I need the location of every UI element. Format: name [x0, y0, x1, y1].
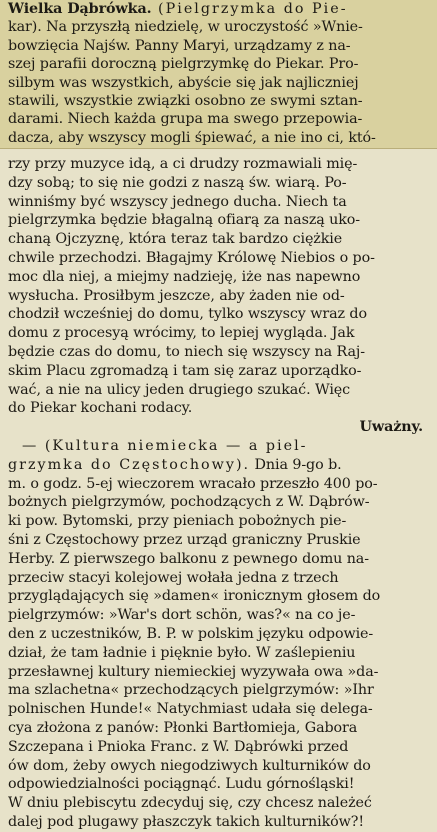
text-line: przyglądających się »damen« ironicznym głosem do	[8, 588, 381, 605]
clipping-highlight	[0, 0, 437, 149]
text-line: silbym was wszystkich, abyście się jak najliczniej	[8, 74, 359, 91]
text-line: bowzięcia Najśw. Panny Maryi, urządzamy z na-	[8, 37, 351, 54]
text-line: chaną Ojczyznę, która teraz tak bardzo ciężkie	[8, 231, 343, 248]
text-line: skim Placu zgromadzą i tam się zaraz uporządko-	[8, 362, 362, 379]
text-line: ma szlachetna« przechodzących pielgrzymów: »Ihr	[8, 682, 374, 699]
column-text	[8, 155, 429, 832]
text-line: dalej pod plugawy płaszczyk takich kulturników?!	[8, 813, 365, 830]
text-line: W dniu plebiscytu zdecyduj się, czy chcesz należeć	[8, 795, 372, 812]
signature: Uważny.	[359, 419, 423, 436]
article-heading-line	[8, 456, 429, 475]
text-line: chwile przechodzi. Błagajmy Królowę Niebios o po-	[8, 249, 375, 266]
text-line: chodził wcześniej do domu, tylko wszyscy wraz do	[8, 306, 367, 323]
text-line: będzie czas do domu, to niech się wszyscy na Raj-	[8, 343, 365, 360]
text-fragment: Dnia 9-go b.	[250, 456, 342, 473]
text-line: bożnych pielgrzymów, pochodzących z W. Dąbrów-	[8, 494, 370, 511]
text-line: dzy sobą; to się nie godzi z naszą św. wiarą. Po-	[8, 174, 347, 191]
article-subtitle: (Pielgrzymka do Pie-	[151, 1, 348, 17]
text-line: ów dom, żeby owych niegodziwych kulturników do	[8, 757, 371, 774]
text-line: domu z procesyą wrócimy, to lepiej wygląda. Jak	[8, 325, 355, 342]
article-column	[0, 151, 437, 830]
text-line: rzy przy muzyce idą, a ci drudzy rozmawiali mię-	[8, 156, 358, 172]
text-line: dacza, aby wszyscy mogli śpiewać, a nie ino ci, któ-	[8, 129, 376, 146]
text-line: m. o godz. 5-ej wieczorem wracało przeszło 400 po-	[8, 475, 378, 492]
text-line: przesławnej kultury niemieckiej wyzywała owa »da-	[8, 663, 379, 680]
text-line: stawili, wszystkie związki osobno ze swymi sztan-	[8, 93, 363, 110]
text-line: do Piekar kochani rodacy.	[8, 400, 193, 417]
text-line: szej parafii doroczną pielgrzymkę do Piekar. Pro-	[8, 56, 359, 73]
text-line: ki pow. Bytomski, przy pieniach pobożnych pie-	[8, 513, 347, 530]
text-line: darami. Niech każda grupa ma swego przepowia-	[8, 111, 363, 128]
text-line: den z uczestników, B. P. w polskim języku odpowie-	[8, 625, 374, 642]
text-line: odpowiedzialności pociągnąć. Ludu górnośląski!	[8, 776, 355, 793]
text-line: pielgrzymka będzie błagalną ofiarą za naszą uko-	[8, 212, 361, 229]
article-heading-end: grzymka do Częstochowy).	[8, 456, 251, 473]
text-line: dział, że tam ładnie i pięknie było. W zaślepieniu	[8, 644, 356, 661]
article-title: Wielka Dąbrówka.	[8, 1, 152, 17]
text-line: winniśmy być wszyscy jednego ducha. Niech ta	[8, 193, 347, 210]
text-line: wać, a nie na ulicy jeden drugiego szukać. Więc	[8, 381, 351, 398]
text-line: polnischen Hunde!« Natychmiast udała się delega-	[8, 701, 373, 718]
text-line: wysłucha. Prosiłbym jeszcze, aby żaden nie od-	[8, 287, 345, 304]
text-line: Szczepana i Pnioka Franc. z W. Dąbrówki przed	[8, 738, 349, 755]
text-line: śni z Częstochowy przez urząd graniczny Pruskie	[8, 531, 361, 548]
text-line: kar). Na przyszłą niedzielę, w uroczystość »Wnie-	[8, 19, 363, 36]
article-heading: — (Kultura niemiecka — a piel-	[22, 437, 308, 454]
text-line: pielgrzymów: »War's dort schön, was?« na co je-	[8, 607, 356, 624]
clipping-title-line	[8, 0, 429, 18]
text-line: przeciw stacyi kolejowej wołała jedna z trzech	[8, 569, 339, 586]
text-line: Herby. Z pierwszego balkonu z pewnego domu na-	[8, 550, 369, 567]
text-line: cya złożona z panów: Płonki Bartłomieja, Gabora	[8, 719, 358, 736]
text-line: moc dla niej, a miejmy nadzieję, iże nas napewno	[8, 268, 361, 285]
clipping-text	[8, 0, 429, 147]
